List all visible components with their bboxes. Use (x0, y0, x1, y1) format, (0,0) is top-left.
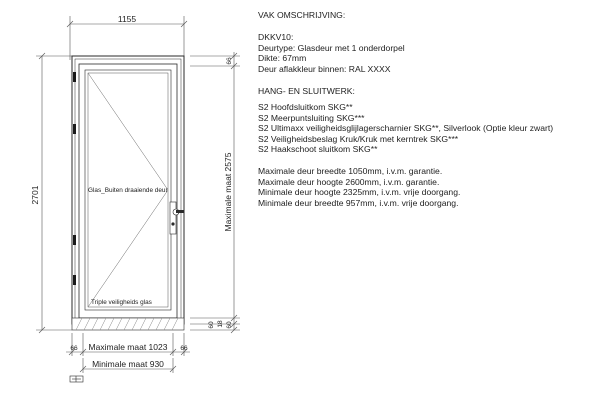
glass-type-label: Triple veiligheids glas (91, 299, 152, 306)
hardware-item: S2 Meerpuntsluiting SKG*** (258, 112, 365, 123)
limit-item: Minimale deur hoogte 2325mm, i.v.m. vrije doorgang. (258, 187, 461, 198)
glass-opening-label: Glas_Buiten draaiende deur (88, 187, 168, 194)
spec-panel (258, 10, 553, 208)
spec-finish: Deur aflakkleur binnen: RAL XXXX (258, 63, 391, 74)
limit-item: Minimale deur breedte 957mm, i.v.m. vrije doorgang. (258, 197, 459, 208)
hardware-item: S2 Ultimaxx veiligheidsglijlagerscharnier SKG**, Silverlook (Optie kleur zwart) (258, 123, 554, 134)
dim-bottom-60b-label: 60 (226, 321, 233, 329)
hardware-heading: HANG- EN SLUITWERK: (258, 86, 355, 97)
dim-bottom-18-label: 18 (217, 320, 224, 328)
dim-max-height-label: Maximale maat 2575 (223, 152, 233, 232)
dim-max-width-label: Maximale maat 1023 (88, 342, 168, 352)
dim-total-width-label: 1155 (117, 14, 137, 24)
dim-total-height (36, 53, 72, 333)
limit-item: Maximale deur hoogte 2600mm, i.v.m. garantie. (258, 176, 440, 187)
spec-door-type: Deurtype: Glasdeur met 1 onderdorpel (258, 42, 405, 53)
limit-item: Maximale deur breedte 1050mm, i.v.m. garantie. (258, 166, 443, 177)
section-symbol-icon (70, 376, 83, 382)
hardware-item: S2 Veiligheidsbeslag Kruk/Kruk met kerntrek SKG*** (258, 133, 459, 144)
dim-min-width-label: Minimale maat 930 (92, 359, 164, 369)
dim-top-offset-label: 66 (226, 57, 233, 65)
dim-right-66-label: 66 (180, 345, 188, 352)
spec-code: DKKV10: (258, 32, 294, 43)
hinges (73, 72, 76, 285)
spec-thickness: Dikte: 67mm (258, 53, 307, 64)
hardware-item: S2 Haakschoot sluitkom SKG** (258, 144, 378, 155)
hardware-item: S2 Hoofdsluitkom SKG** (258, 102, 353, 113)
threshold (72, 318, 184, 330)
spec-heading: VAK OMSCHRIJVING: (258, 10, 346, 20)
dim-left-66-label: 66 (70, 345, 78, 352)
dim-total-height-label: 2701 (30, 185, 40, 205)
dim-bottom-60a-label: 60 (208, 321, 215, 329)
